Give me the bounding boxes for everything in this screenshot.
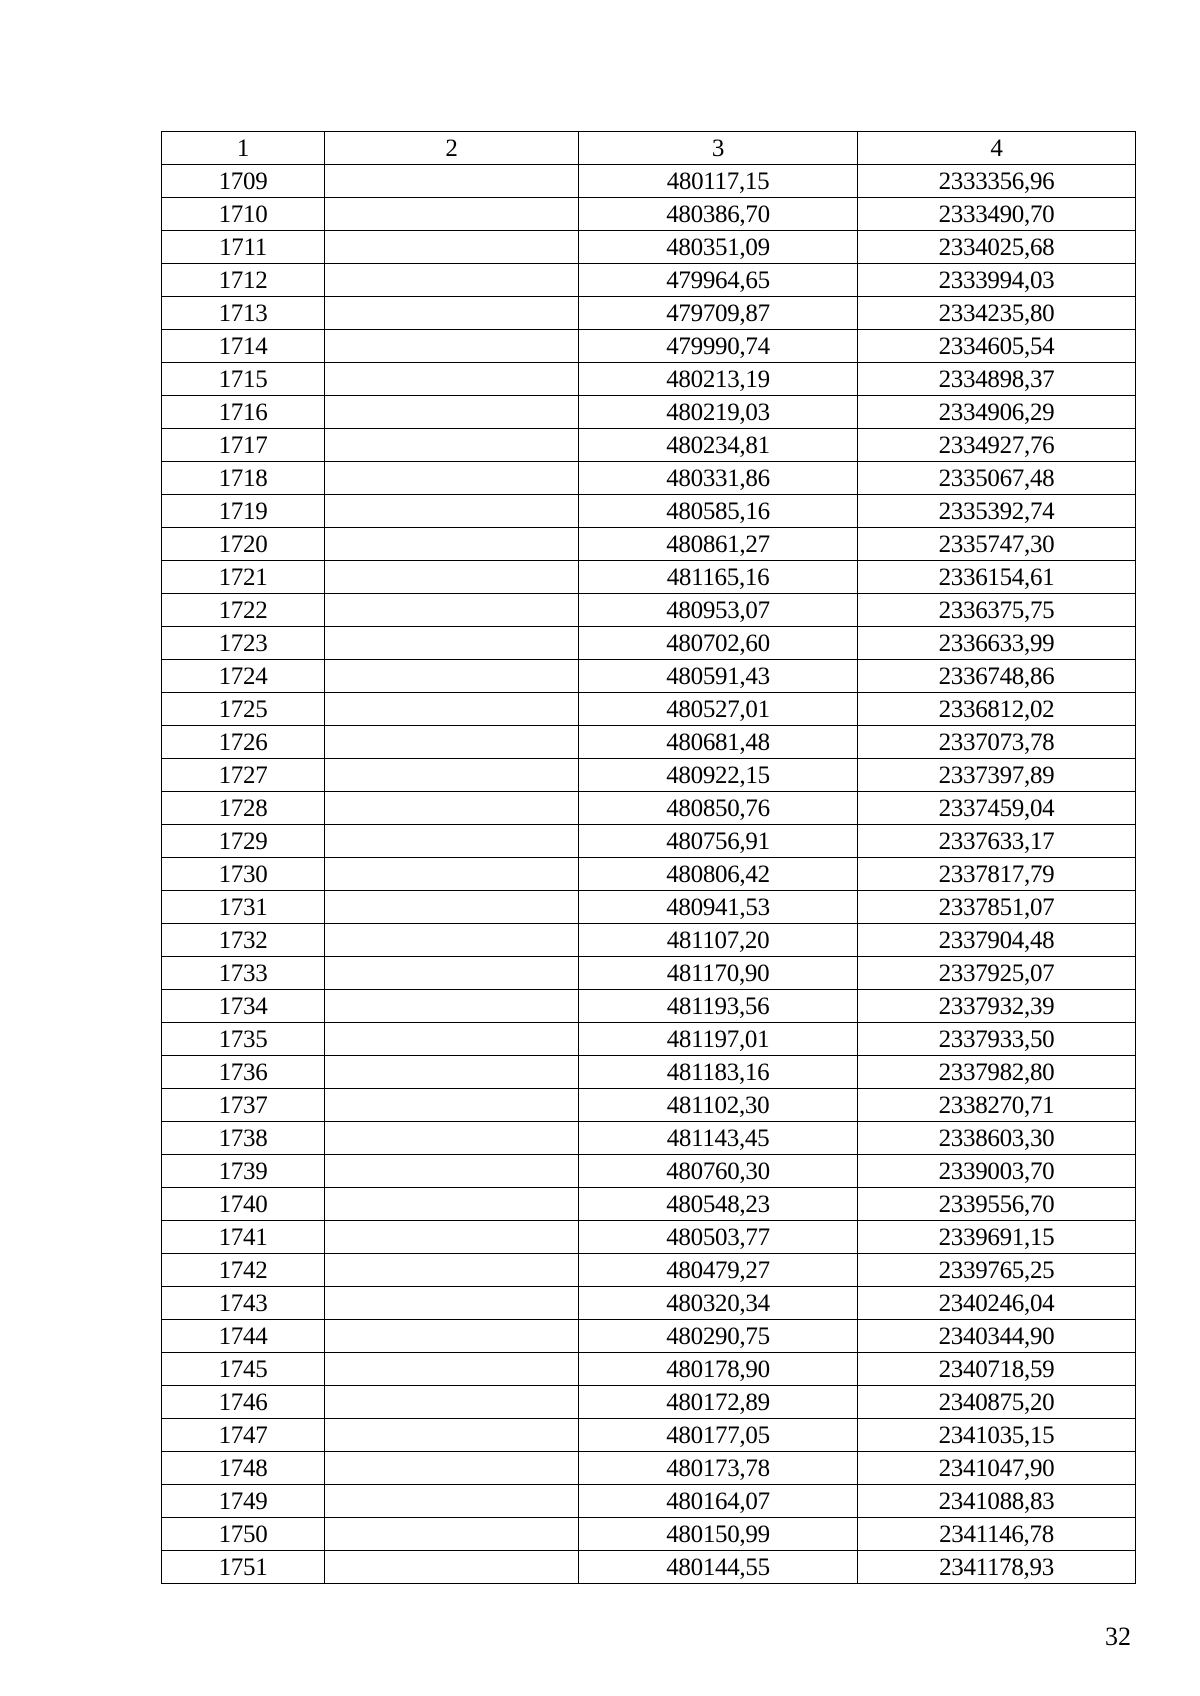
y-coordinate-cell: 2341146,78 xyxy=(858,1518,1136,1551)
y-coordinate-cell: 2337397,89 xyxy=(858,759,1136,792)
y-coordinate-cell: 2341047,90 xyxy=(858,1452,1136,1485)
table-row xyxy=(162,198,1136,231)
x-coordinate-cell: 479990,74 xyxy=(579,330,858,363)
x-coordinate-cell: 480173,78 xyxy=(579,1452,858,1485)
point-number-cell: 1716 xyxy=(162,396,325,429)
table-row xyxy=(162,1452,1136,1485)
column-2-cell xyxy=(325,264,579,297)
table-row xyxy=(162,429,1136,462)
x-coordinate-cell: 480351,09 xyxy=(579,231,858,264)
x-coordinate-cell: 480290,75 xyxy=(579,1320,858,1353)
point-number-cell: 1744 xyxy=(162,1320,325,1353)
table-row xyxy=(162,1254,1136,1287)
table-row xyxy=(162,726,1136,759)
column-2-cell xyxy=(325,1551,579,1584)
table-row xyxy=(162,1287,1136,1320)
column-2-cell xyxy=(325,759,579,792)
point-number-cell: 1713 xyxy=(162,297,325,330)
point-number-cell: 1738 xyxy=(162,1122,325,1155)
x-coordinate-cell: 479964,65 xyxy=(579,264,858,297)
column-2-cell xyxy=(325,1320,579,1353)
x-coordinate-cell: 480806,42 xyxy=(579,858,858,891)
x-coordinate-cell: 480941,53 xyxy=(579,891,858,924)
column-2-cell xyxy=(325,924,579,957)
y-coordinate-cell: 2338270,71 xyxy=(858,1089,1136,1122)
x-coordinate-cell: 480591,43 xyxy=(579,660,858,693)
y-coordinate-cell: 2341088,83 xyxy=(858,1485,1136,1518)
point-number-cell: 1745 xyxy=(162,1353,325,1386)
y-coordinate-cell: 2336375,75 xyxy=(858,594,1136,627)
y-coordinate-cell: 2337932,39 xyxy=(858,990,1136,1023)
table-row xyxy=(162,660,1136,693)
x-coordinate-cell: 481193,56 xyxy=(579,990,858,1023)
y-coordinate-cell: 2333994,03 xyxy=(858,264,1136,297)
table-row xyxy=(162,957,1136,990)
y-coordinate-cell: 2337633,17 xyxy=(858,825,1136,858)
y-coordinate-cell: 2337982,80 xyxy=(858,1056,1136,1089)
y-coordinate-cell: 2337851,07 xyxy=(858,891,1136,924)
column-2-cell xyxy=(325,726,579,759)
column-2-cell xyxy=(325,1023,579,1056)
point-number-cell: 1733 xyxy=(162,957,325,990)
table-row xyxy=(162,759,1136,792)
y-coordinate-cell: 2337817,79 xyxy=(858,858,1136,891)
x-coordinate-cell: 481107,20 xyxy=(579,924,858,957)
column-2-cell xyxy=(325,462,579,495)
column-2-cell xyxy=(325,1287,579,1320)
table-row xyxy=(162,792,1136,825)
point-number-cell: 1741 xyxy=(162,1221,325,1254)
column-2-cell xyxy=(325,693,579,726)
point-number-cell: 1710 xyxy=(162,198,325,231)
x-coordinate-cell: 480386,70 xyxy=(579,198,858,231)
y-coordinate-cell: 2341035,15 xyxy=(858,1419,1136,1452)
y-coordinate-cell: 2339003,70 xyxy=(858,1155,1136,1188)
column-2-cell xyxy=(325,858,579,891)
y-coordinate-cell: 2340344,90 xyxy=(858,1320,1136,1353)
table-row xyxy=(162,462,1136,495)
x-coordinate-cell: 480479,27 xyxy=(579,1254,858,1287)
y-coordinate-cell: 2335067,48 xyxy=(858,462,1136,495)
column-2-cell xyxy=(325,1254,579,1287)
column-2-cell xyxy=(325,1419,579,1452)
column-2-cell xyxy=(325,429,579,462)
table-row xyxy=(162,1485,1136,1518)
table-row xyxy=(162,231,1136,264)
column-2-cell xyxy=(325,660,579,693)
x-coordinate-cell: 480760,30 xyxy=(579,1155,858,1188)
table-row xyxy=(162,1551,1136,1584)
column-header-3: 3 xyxy=(579,132,858,165)
table-row xyxy=(162,1155,1136,1188)
y-coordinate-cell: 2334898,37 xyxy=(858,363,1136,396)
column-2-cell xyxy=(325,165,579,198)
x-coordinate-cell: 480178,90 xyxy=(579,1353,858,1386)
y-coordinate-cell: 2336633,99 xyxy=(858,627,1136,660)
table-row xyxy=(162,1386,1136,1419)
point-number-cell: 1725 xyxy=(162,693,325,726)
table-row xyxy=(162,495,1136,528)
y-coordinate-cell: 2335747,30 xyxy=(858,528,1136,561)
table-row xyxy=(162,1518,1136,1551)
point-number-cell: 1734 xyxy=(162,990,325,1023)
table-row xyxy=(162,330,1136,363)
y-coordinate-cell: 2334927,76 xyxy=(858,429,1136,462)
y-coordinate-cell: 2334605,54 xyxy=(858,330,1136,363)
y-coordinate-cell: 2339556,70 xyxy=(858,1188,1136,1221)
x-coordinate-cell: 481197,01 xyxy=(579,1023,858,1056)
point-number-cell: 1709 xyxy=(162,165,325,198)
point-number-cell: 1726 xyxy=(162,726,325,759)
x-coordinate-cell: 481143,45 xyxy=(579,1122,858,1155)
table-row xyxy=(162,858,1136,891)
column-2-cell xyxy=(325,297,579,330)
point-number-cell: 1719 xyxy=(162,495,325,528)
y-coordinate-cell: 2341178,93 xyxy=(858,1551,1136,1584)
x-coordinate-cell: 480331,86 xyxy=(579,462,858,495)
y-coordinate-cell: 2336154,61 xyxy=(858,561,1136,594)
y-coordinate-cell: 2337459,04 xyxy=(858,792,1136,825)
point-number-cell: 1747 xyxy=(162,1419,325,1452)
column-2-cell xyxy=(325,495,579,528)
point-number-cell: 1737 xyxy=(162,1089,325,1122)
column-2-cell xyxy=(325,1452,579,1485)
column-2-cell xyxy=(325,1518,579,1551)
y-coordinate-cell: 2338603,30 xyxy=(858,1122,1136,1155)
table-row xyxy=(162,1089,1136,1122)
y-coordinate-cell: 2339691,15 xyxy=(858,1221,1136,1254)
column-2-cell xyxy=(325,1155,579,1188)
point-number-cell: 1748 xyxy=(162,1452,325,1485)
table-row xyxy=(162,1188,1136,1221)
y-coordinate-cell: 2337073,78 xyxy=(858,726,1136,759)
y-coordinate-cell: 2339765,25 xyxy=(858,1254,1136,1287)
x-coordinate-cell: 480177,05 xyxy=(579,1419,858,1452)
table-row xyxy=(162,990,1136,1023)
page-number: 32 xyxy=(1105,1622,1131,1651)
point-number-cell: 1723 xyxy=(162,627,325,660)
column-header-1: 1 xyxy=(162,132,325,165)
column-2-cell xyxy=(325,528,579,561)
column-2-cell xyxy=(325,825,579,858)
point-number-cell: 1717 xyxy=(162,429,325,462)
y-coordinate-cell: 2336748,86 xyxy=(858,660,1136,693)
point-number-cell: 1712 xyxy=(162,264,325,297)
x-coordinate-cell: 480164,07 xyxy=(579,1485,858,1518)
table-row xyxy=(162,297,1136,330)
column-2-cell xyxy=(325,957,579,990)
y-coordinate-cell: 2337933,50 xyxy=(858,1023,1136,1056)
y-coordinate-cell: 2340246,04 xyxy=(858,1287,1136,1320)
y-coordinate-cell: 2340875,20 xyxy=(858,1386,1136,1419)
coordinates-table xyxy=(161,131,1136,1584)
point-number-cell: 1746 xyxy=(162,1386,325,1419)
point-number-cell: 1730 xyxy=(162,858,325,891)
table-body xyxy=(162,132,1136,1584)
table-row xyxy=(162,1419,1136,1452)
point-number-cell: 1722 xyxy=(162,594,325,627)
table-row xyxy=(162,264,1136,297)
table-row xyxy=(162,1320,1136,1353)
x-coordinate-cell: 480234,81 xyxy=(579,429,858,462)
table-row xyxy=(162,627,1136,660)
point-number-cell: 1742 xyxy=(162,1254,325,1287)
point-number-cell: 1720 xyxy=(162,528,325,561)
y-coordinate-cell: 2333356,96 xyxy=(858,165,1136,198)
point-number-cell: 1727 xyxy=(162,759,325,792)
x-coordinate-cell: 480320,34 xyxy=(579,1287,858,1320)
table-row xyxy=(162,693,1136,726)
column-2-cell xyxy=(325,627,579,660)
point-number-cell: 1731 xyxy=(162,891,325,924)
table-row xyxy=(162,165,1136,198)
point-number-cell: 1728 xyxy=(162,792,325,825)
column-2-cell xyxy=(325,990,579,1023)
point-number-cell: 1743 xyxy=(162,1287,325,1320)
table-row xyxy=(162,891,1136,924)
x-coordinate-cell: 481183,16 xyxy=(579,1056,858,1089)
column-2-cell xyxy=(325,1353,579,1386)
point-number-cell: 1750 xyxy=(162,1518,325,1551)
x-coordinate-cell: 480503,77 xyxy=(579,1221,858,1254)
x-coordinate-cell: 481165,16 xyxy=(579,561,858,594)
table-row xyxy=(162,1221,1136,1254)
column-2-cell xyxy=(325,1188,579,1221)
column-2-cell xyxy=(325,594,579,627)
table-row xyxy=(162,561,1136,594)
x-coordinate-cell: 480117,15 xyxy=(579,165,858,198)
x-coordinate-cell: 480527,01 xyxy=(579,693,858,726)
point-number-cell: 1721 xyxy=(162,561,325,594)
column-2-cell xyxy=(325,231,579,264)
y-coordinate-cell: 2333490,70 xyxy=(858,198,1136,231)
column-2-cell xyxy=(325,1056,579,1089)
y-coordinate-cell: 2337925,07 xyxy=(858,957,1136,990)
table-row xyxy=(162,528,1136,561)
point-number-cell: 1729 xyxy=(162,825,325,858)
x-coordinate-cell: 480861,27 xyxy=(579,528,858,561)
x-coordinate-cell: 480953,07 xyxy=(579,594,858,627)
point-number-cell: 1724 xyxy=(162,660,325,693)
column-2-cell xyxy=(325,891,579,924)
table-row xyxy=(162,594,1136,627)
y-coordinate-cell: 2340718,59 xyxy=(858,1353,1136,1386)
point-number-cell: 1732 xyxy=(162,924,325,957)
point-number-cell: 1749 xyxy=(162,1485,325,1518)
x-coordinate-cell: 480150,99 xyxy=(579,1518,858,1551)
point-number-cell: 1714 xyxy=(162,330,325,363)
point-number-cell: 1711 xyxy=(162,231,325,264)
column-2-cell xyxy=(325,1386,579,1419)
table-row xyxy=(162,1023,1136,1056)
point-number-cell: 1739 xyxy=(162,1155,325,1188)
table-row xyxy=(162,363,1136,396)
x-coordinate-cell: 480922,15 xyxy=(579,759,858,792)
x-coordinate-cell: 480213,19 xyxy=(579,363,858,396)
table-row xyxy=(162,1056,1136,1089)
y-coordinate-cell: 2334906,29 xyxy=(858,396,1136,429)
x-coordinate-cell: 480756,91 xyxy=(579,825,858,858)
x-coordinate-cell: 480585,16 xyxy=(579,495,858,528)
table-row xyxy=(162,825,1136,858)
point-number-cell: 1736 xyxy=(162,1056,325,1089)
table-row xyxy=(162,396,1136,429)
y-coordinate-cell: 2334025,68 xyxy=(858,231,1136,264)
column-2-cell xyxy=(325,792,579,825)
x-coordinate-cell: 480219,03 xyxy=(579,396,858,429)
column-2-cell xyxy=(325,1221,579,1254)
column-2-cell xyxy=(325,198,579,231)
x-coordinate-cell: 481170,90 xyxy=(579,957,858,990)
column-2-cell xyxy=(325,1089,579,1122)
column-2-cell xyxy=(325,561,579,594)
column-2-cell xyxy=(325,363,579,396)
table-row xyxy=(162,924,1136,957)
x-coordinate-cell: 481102,30 xyxy=(579,1089,858,1122)
x-coordinate-cell: 480850,76 xyxy=(579,792,858,825)
point-number-cell: 1718 xyxy=(162,462,325,495)
x-coordinate-cell: 480172,89 xyxy=(579,1386,858,1419)
point-number-cell: 1715 xyxy=(162,363,325,396)
point-number-cell: 1740 xyxy=(162,1188,325,1221)
column-2-cell xyxy=(325,1485,579,1518)
column-2-cell xyxy=(325,1122,579,1155)
y-coordinate-cell: 2334235,80 xyxy=(858,297,1136,330)
table-row xyxy=(162,1122,1136,1155)
column-2-cell xyxy=(325,330,579,363)
x-coordinate-cell: 479709,87 xyxy=(579,297,858,330)
table-header-row xyxy=(162,132,1136,165)
column-header-4: 4 xyxy=(858,132,1136,165)
y-coordinate-cell: 2336812,02 xyxy=(858,693,1136,726)
y-coordinate-cell: 2337904,48 xyxy=(858,924,1136,957)
column-2-cell xyxy=(325,396,579,429)
point-number-cell: 1735 xyxy=(162,1023,325,1056)
column-header-2: 2 xyxy=(325,132,579,165)
x-coordinate-cell: 480681,48 xyxy=(579,726,858,759)
point-number-cell: 1751 xyxy=(162,1551,325,1584)
x-coordinate-cell: 480144,55 xyxy=(579,1551,858,1584)
x-coordinate-cell: 480548,23 xyxy=(579,1188,858,1221)
table-row xyxy=(162,1353,1136,1386)
x-coordinate-cell: 480702,60 xyxy=(579,627,858,660)
y-coordinate-cell: 2335392,74 xyxy=(858,495,1136,528)
